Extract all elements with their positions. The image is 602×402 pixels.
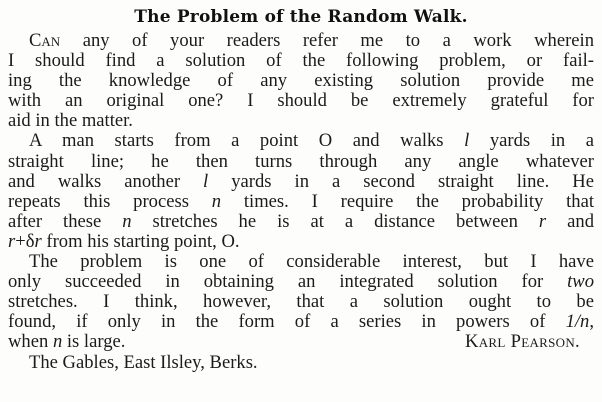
paragraph-3-line-3: stretches. I think, however, that a solution ought to be <box>8 291 594 313</box>
paragraph-2-line-6: r+δr from his starting point, O. <box>8 230 240 252</box>
article-title: The Problem of the Random Walk. <box>134 7 468 27</box>
paragraph-3-line-2: only succeeded in obtaining an integrated solution for two <box>8 271 594 293</box>
paragraph-2-line-4: repeats this process n times. I require the probability that <box>8 190 594 212</box>
paragraph-1-line-1: Can any of your readers refer me to a work wherein <box>29 30 594 51</box>
paragraph-2-line-1: A man starts from a point O and walks l yards in a <box>29 130 594 152</box>
paragraph-1-line-2: I should find a solution of the following problem, or fail- <box>8 50 594 72</box>
paragraph-3-line-5: when n is large. Karl Pearson. <box>8 331 580 353</box>
paragraph-1-line-3: ing the knowledge of any existing solution provide me <box>8 70 594 92</box>
article-body <box>8 31 594 373</box>
paragraph-1-line-4: with an original one? I should be extremely grateful for <box>8 90 594 112</box>
paragraph-2-line-3: and walks another l yards in a second straight line. He <box>8 170 594 192</box>
author-signature: Karl Pearson. <box>465 331 580 353</box>
author-address: The Gables, East Ilsley, Berks. <box>29 351 258 373</box>
paragraph-2-line-2: straight line; he then turns through any angle whatever <box>8 150 594 172</box>
paragraph-3-line-4: found, if only in the form of a series in powers of 1/n, <box>8 311 594 333</box>
paragraph-3-line-1: The problem is one of considerable interest, but I have <box>29 251 594 273</box>
paragraph-1-line-5: aid in the matter. <box>8 110 133 132</box>
dropcap-word: Can <box>29 30 61 51</box>
paragraph-2-line-5: after these n stretches he is at a distance between r and <box>8 210 594 232</box>
